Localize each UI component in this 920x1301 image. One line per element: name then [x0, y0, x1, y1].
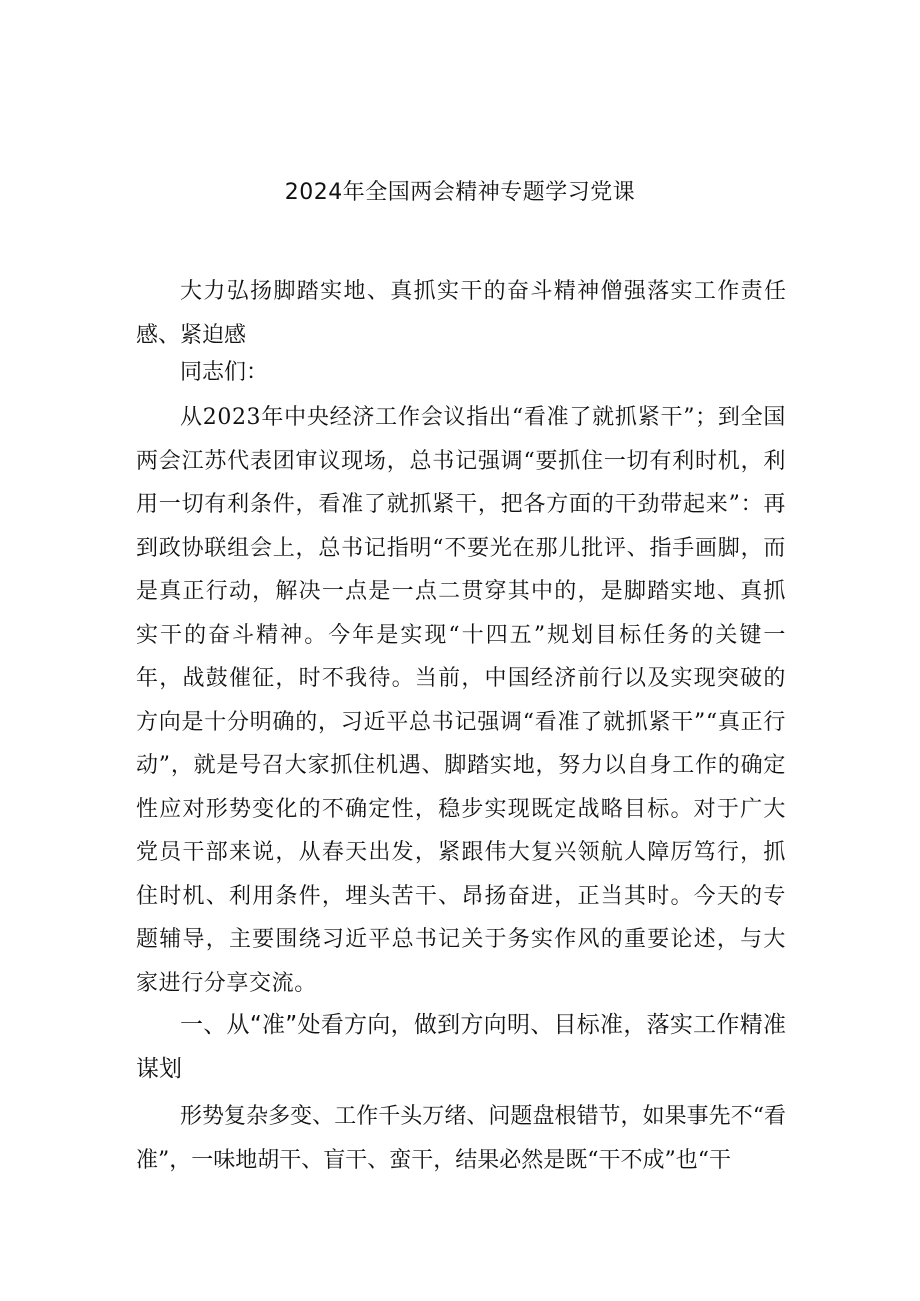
salutation-block	[136, 351, 786, 395]
subtitle-block	[136, 270, 786, 357]
document-subtitle: 大力弘扬脚踏实地、真抓实干的奋斗精神僧强落实工作责任感、紧迫感	[136, 279, 786, 348]
paragraph-block-2	[136, 1095, 786, 1182]
body-paragraph-2: 形势复杂多变、工作千头万绪、问题盘根错节，如果事先不“看准”，一味地胡干、盲干、蛮干，结果必然是既“干不成”也“干	[136, 1104, 786, 1173]
document-title: 2024年全国两会精神专题学习党课	[284, 180, 636, 205]
paragraph-block-1	[136, 396, 786, 1005]
section-heading-1: 一、从“准”处看方向，做到方向明、目标准，落实工作精准谋划	[136, 1012, 786, 1082]
salutation: 同志们：	[180, 360, 269, 385]
section-heading-block-1	[136, 1003, 786, 1091]
body-paragraph-1: 从2023年中央经济工作会议指出“看准了就抓紧干”；到全国两会江苏代表团审议现场，总书记强调“要抓住一切有利时机，利用一切有利条件，看准了就抓紧干，把各方面的干劲带起来”：再到政协联组会上，总书记指明“不要光在那儿批评、指手画脚，而是真正行动，解决一点是一点二贯穿其中的，是脚踏实地、真抓实干的奋斗精神。今年是实现“十四五”规划目标任务的关键一年，战鼓催征，时不我待。当前，中国经济前行以及实现突破的方向是十分明确的，习近平总书记强调“看准了就抓紧干”“真正行动”，就是号召大家抓住机遇、脚踏实地，努力以自身工作的确定性应对形势变化的不确定性，稳步实现既定战略目标。对于广大党员干部来说，从春天出发，紧跟伟大复兴领航人障厉笃行，抓住时机、利用条件，埋头苦干、昂扬奋进，正当其时。今天的专题辅导，主要围绕习近平总书记关于务实作风的重要论述，与大家进行分享交流。	[136, 405, 786, 996]
